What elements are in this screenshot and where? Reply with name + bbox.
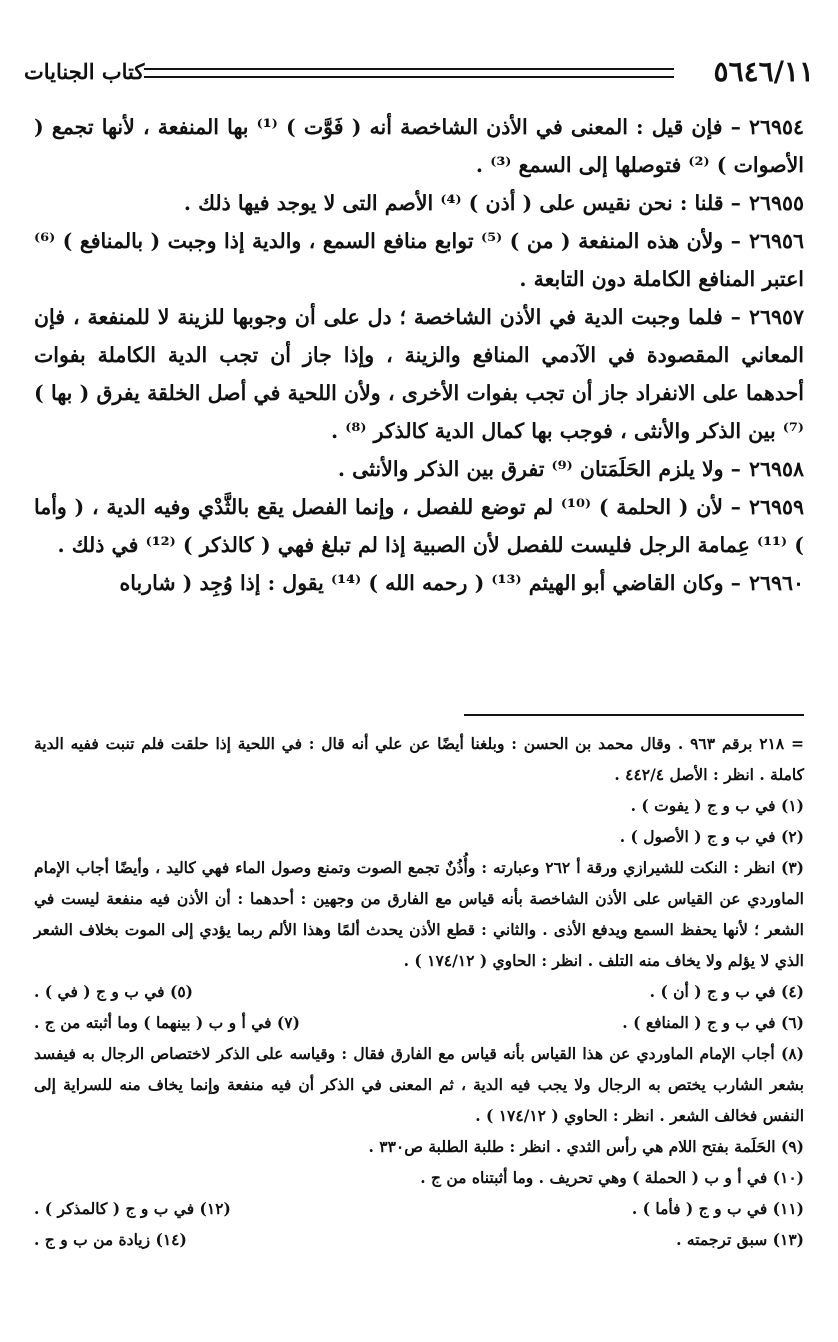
footnote: (٥) في ب و ج ( في ) . — [34, 982, 193, 1001]
paragraph-text: – وكان القاضي أبو الهيثم ⁽¹³⁾ ( رحمه الله ) ⁽¹⁴⁾ يقول : إذا وُجِد ( شارباه — [119, 571, 741, 595]
paragraph-number: ٢٦٩٥٦ — [748, 229, 804, 253]
footnote: (١٤) زيادة من ب و ج . — [34, 1230, 187, 1249]
paragraph — [34, 564, 804, 602]
paragraph-number: ٢٦٩٥٧ — [748, 305, 804, 329]
footnote: (١) في ب و ج ( يفوت ) . — [630, 796, 804, 815]
paragraph-text: – فإن قيل : المعنى في الأذن الشاخصة أنه ( فَوَّت ) ⁽¹⁾ بها المنفعة ، لأنها تجمع ( الأصوات ) ⁽²⁾ فتوصلها إلى السمع ⁽³⁾ . — [34, 115, 804, 177]
footnote: (٩) الحَلَمة بفتح اللام هي رأس الثدي . انظر : طلبة الطلبة ص٣٣٠ . — [368, 1137, 804, 1156]
paragraph — [34, 450, 804, 488]
paragraph — [34, 184, 804, 222]
paragraph-number: ٢٦٩٥٤ — [748, 115, 804, 139]
footnote-row — [34, 790, 804, 821]
footnote-row — [34, 976, 804, 1007]
footnote: (١٣) سبق ترجمته . — [676, 1230, 804, 1249]
footnote-rule — [464, 714, 804, 716]
footnote: (٨) أجاب الإمام الماوردي عن هذا القياس بأنه قياس مع الفارق فقال : وقياسه على الذكر لاختصاص الرجال به فيفسد بشعر الشارب يختص به الرجال ولا يجب فيه الدية ، ثم المعنى في الذكر أن فيه منفعة وإنما يخاف منه للسراية إلى النفس فخالف الشعر . انظر : الحاوي ( ١٧٤/١٢ ) . — [34, 1044, 804, 1125]
footnote-row — [34, 1007, 804, 1038]
paragraph-number: ٢٦٩٥٨ — [748, 457, 804, 481]
footnote-row — [34, 1224, 804, 1255]
paragraph — [34, 488, 804, 564]
paragraph-text: – قلنا : نحن نقيس على ( أذن ) ⁽⁴⁾ الأصم التى لا يوجد فيها ذلك . — [183, 191, 741, 215]
paragraph-text: – ولا يلزم الحَلَمَتان ⁽⁹⁾ تفرق بين الذكر والأنثى . — [337, 457, 741, 481]
paragraph — [34, 298, 804, 450]
paragraph-text: – لأن ( الحلمة ) ⁽¹⁰⁾ لم توضع للفصل ، وإنما الفصل يقع بالثَّدْي وفيه الدية ، ( وأما ) ⁽¹¹⁾ عِمامة الرجل فليست للفصل لأن الصبية إذا لم تبلغ فهي ( كالذكر ) ⁽¹²⁾ في ذلك . — [34, 495, 804, 557]
footnotes — [34, 728, 804, 1255]
header-rule — [144, 68, 674, 78]
footnote: (١١) في ب و ج ( فأما ) . — [631, 1199, 804, 1218]
footnote: (٤) في ب و ج ( أن ) . — [649, 982, 804, 1001]
paragraph — [34, 108, 804, 184]
footnote: (١٠) في أ و ب ( الحملة ) وهي تحريف . وما أثبتناه من ج . — [420, 1168, 804, 1187]
paragraph-number: ٢٦٩٥٩ — [748, 495, 804, 519]
paragraph-text: – فلما وجبت الدية في الأذن الشاخصة ؛ دل على أن وجوبها للزينة لا للمنفعة ، فإن المعاني المقصودة في الآدمي المنافع والزينة ، وإذا جاز أن تجب الدية الكاملة بفوات أحدهما على الانفراد جاز أن تجب بفوات الأخرى ، ولأن اللحية في أصل الخلقة يفرق ( بها ) ⁽⁷⁾ بين الذكر والأنثى ، فوجب بها كمال الدية كالذكر ⁽⁸⁾ . — [34, 305, 804, 443]
footnote: (٧) في أ و ب ( بينهما ) وما أثبته من ج . — [34, 1013, 300, 1032]
footnote: (١٢) في ب و ج ( كالمذكر ) . — [34, 1199, 231, 1218]
footnote: (٢) في ب و ج ( الأصول ) . — [619, 827, 804, 846]
paragraph-number: ٢٦٩٦٠ — [748, 571, 804, 595]
footnote: (٦) في ب و ج ( المنافع ) . — [622, 1013, 804, 1032]
page-header — [24, 54, 814, 90]
paragraph — [34, 222, 804, 298]
book-title: كتاب الجنايات — [24, 59, 145, 84]
footnote-row — [34, 1193, 804, 1224]
footnote-continued: = ٢١٨ برقم ٩٦٣ . وقال محمد بن الحسن : وبلغنا أيضًا عن علي أنه قال : في اللحية إذا حلقت فلم تنبت ففيه الدية كاملة . انظر : الأصل ٤٤٢/٤ . — [34, 734, 804, 784]
main-text — [34, 108, 804, 602]
footnote-row — [34, 821, 804, 852]
page-number: ٥٦٤٦/١١ — [713, 55, 814, 88]
paragraph-number: ٢٦٩٥٥ — [748, 191, 804, 215]
paragraph-text: – ولأن هذه المنفعة ( من ) ⁽⁵⁾ توابع منافع السمع ، والدية إذا وجبت ( بالمنافع ) ⁽⁶⁾ اعتبر المنافع الكاملة دون التابعة . — [34, 229, 804, 291]
footnote: (٣) انظر : النكت للشيرازي ورقة أ ٢٦٢ وعبارته : وأُذُنٌ تجمع الصوت وتمنع وصول الماء فهي كاليد ، وأيضًا أجاب الإمام الماوردي عن القياس على الأذن الشاخصة بأنه قياس مع الفارق من وجهين : أحدهما : أن الأذن فيه منفعة ليست في الشعر ؛ لأنها يحفظ السمع ويدفع الأذى . والثاني : قطع الأذن يحدث ألمًا وهذا الألم ربما يؤدي إلى الموت بخلاف الشعر الذي لا يؤلم ولا يخاف منه التلف . انظر : الحاوي ( ١٧٤/١٢ ) . — [34, 858, 804, 970]
